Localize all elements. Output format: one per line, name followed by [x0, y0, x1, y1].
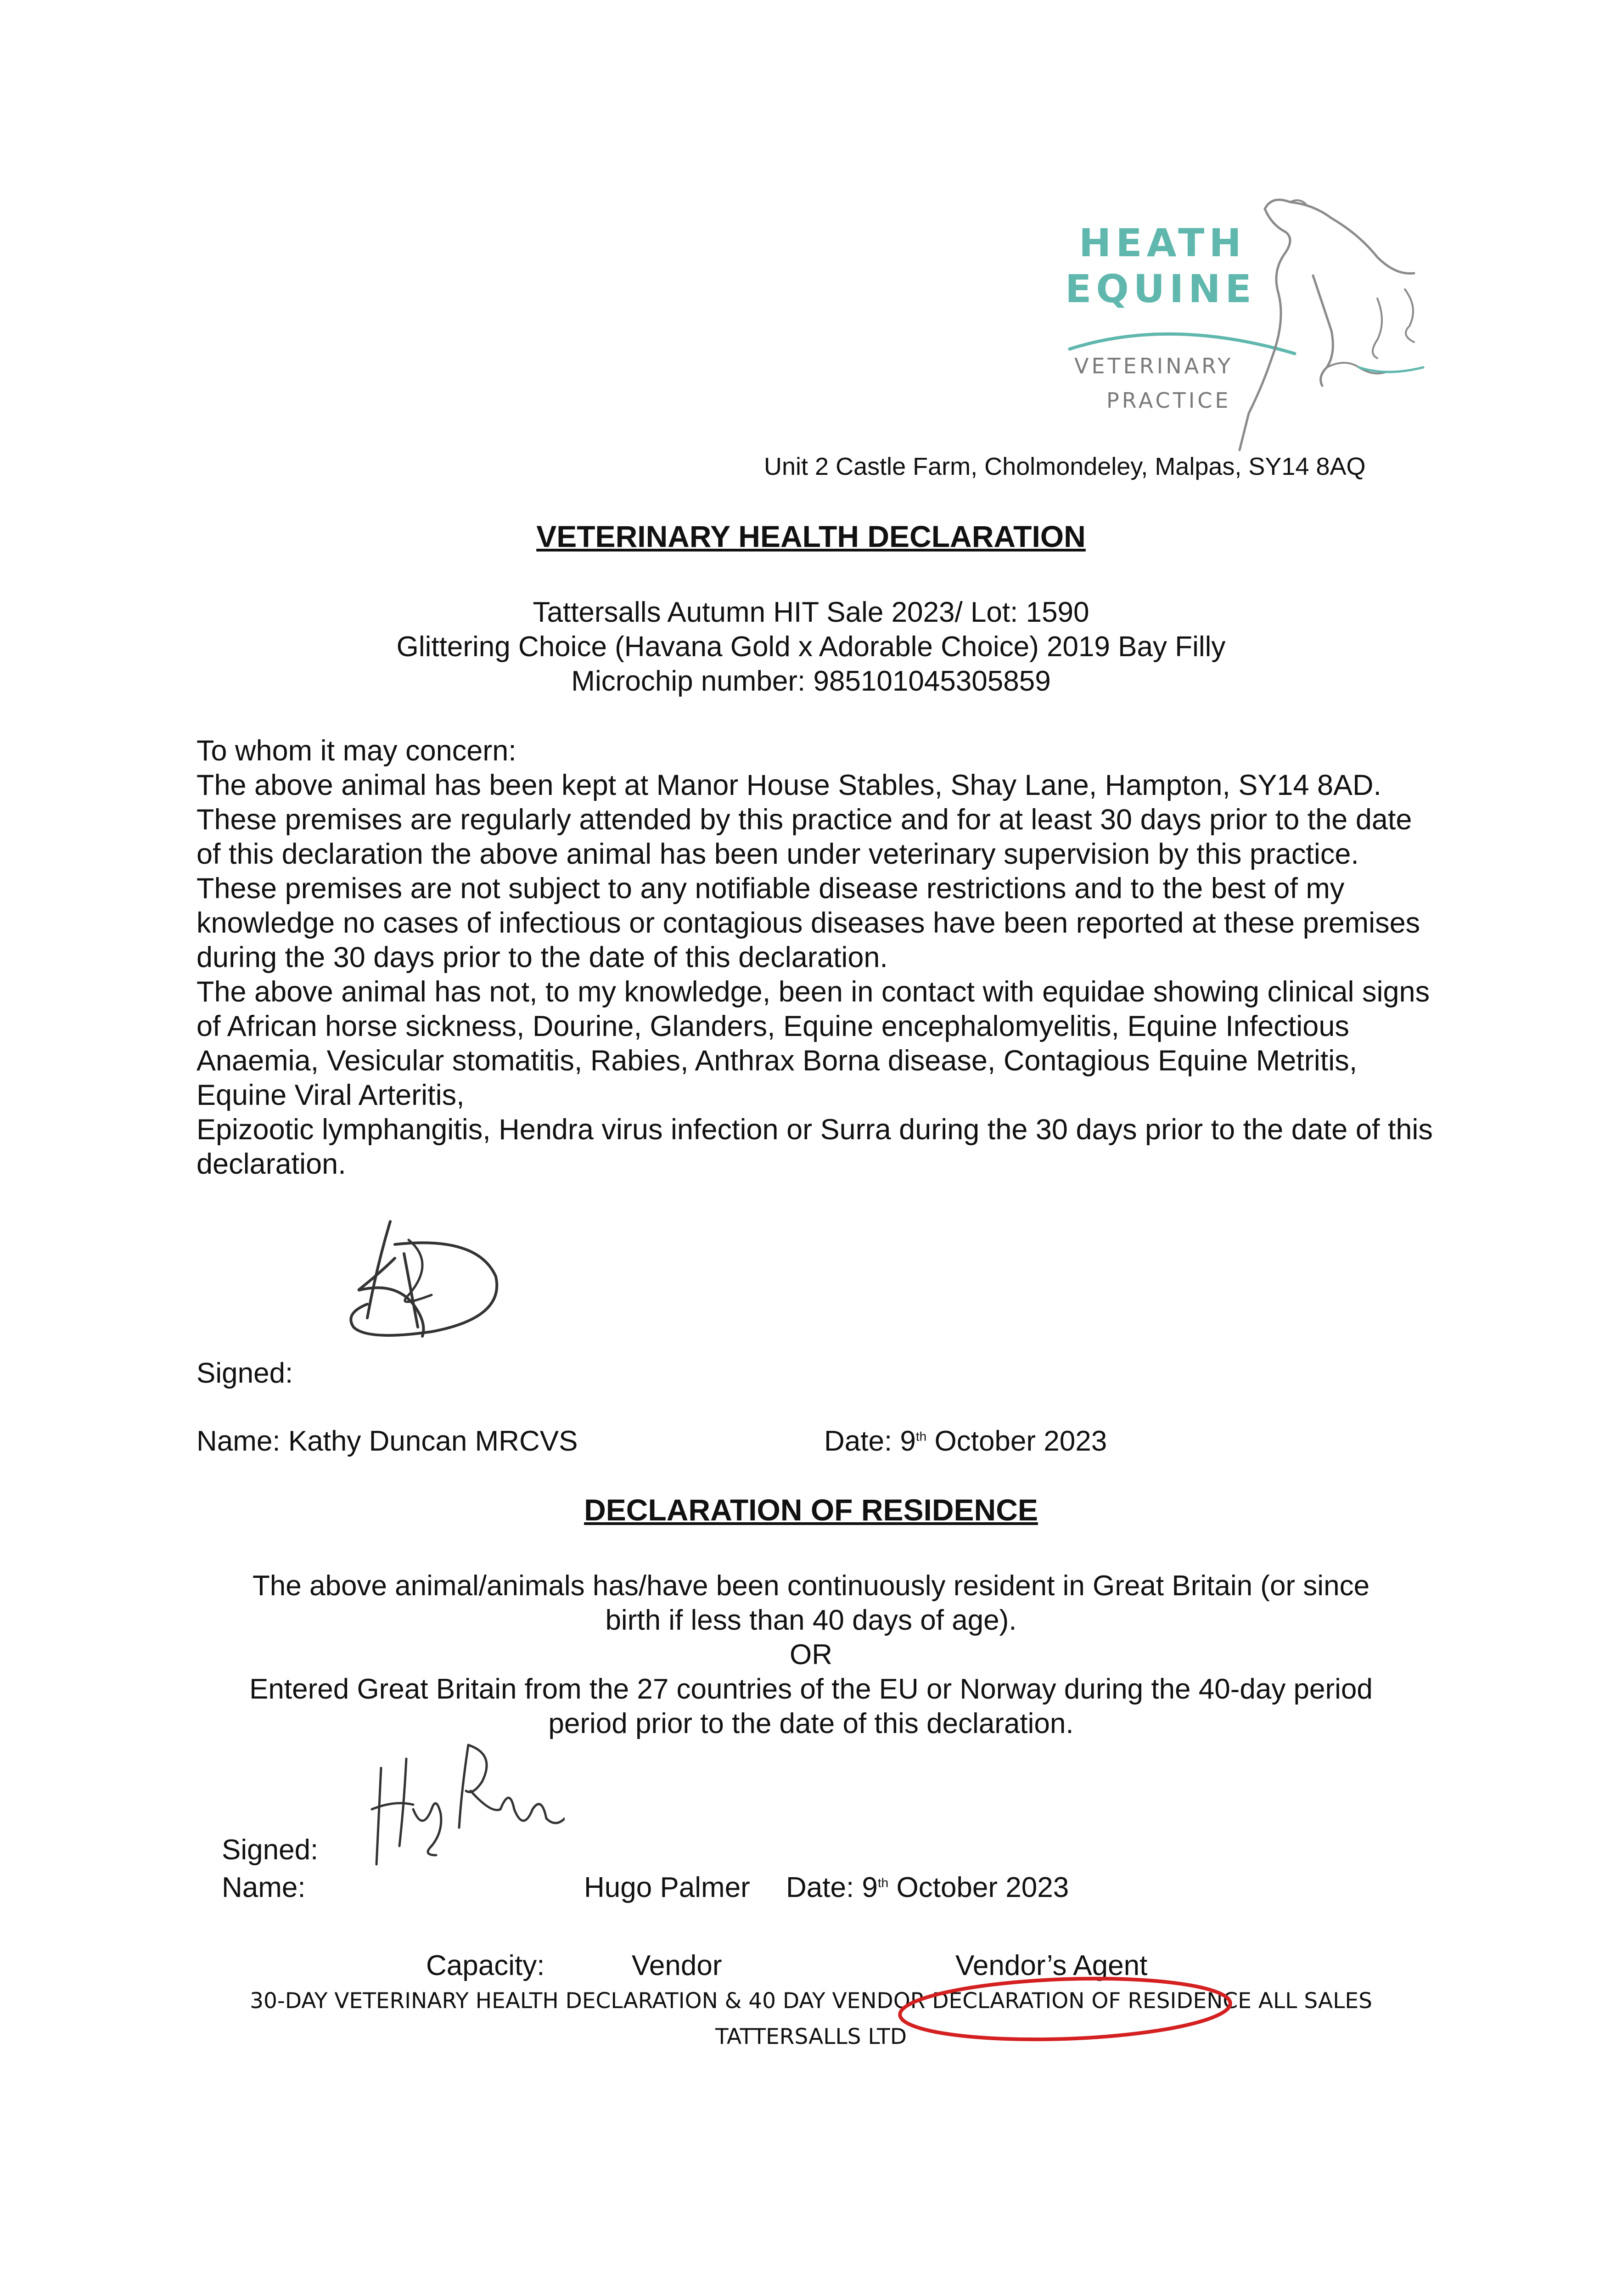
- logo-line-equine: EQUINE: [1065, 266, 1256, 311]
- red-annotation-circle: [891, 1965, 1240, 2048]
- paragraph-restrictions: These premises are not subject to any notifiable disease restrictions and to the best of my knowledge no cases of infectious or contagious diseases have been reported at these premises during the 30 days prior to the date of this declaration.: [196, 872, 1420, 974]
- vet-signature-image: [340, 1212, 514, 1350]
- vendor-date-prefix: Date: 9: [786, 1872, 878, 1903]
- vet-date-prefix: Date: 9: [824, 1425, 916, 1457]
- vendor-name-value: Hugo Palmer: [584, 1872, 750, 1903]
- residence-or: OR: [790, 1639, 832, 1671]
- logo-line-veterinary: VETERINARY: [1074, 354, 1234, 378]
- capacity-vendor: Vendor: [632, 1950, 722, 1981]
- health-declaration-title: VETERINARY HEALTH DECLARATION: [536, 519, 1086, 553]
- capacity-vendors-agent: Vendor’s Agent: [955, 1950, 1148, 1981]
- practice-address: Unit 2 Castle Farm, Cholmondeley, Malpas, SY14 8AQ: [764, 453, 1366, 480]
- vendor-signature-image: [363, 1740, 565, 1874]
- salutation: To whom it may concern:: [196, 735, 516, 767]
- sale-lot-line: Tattersalls Autumn HIT Sale 2023/ Lot: 1590: [533, 597, 1089, 628]
- vet-date-rest: October 2023: [926, 1425, 1107, 1457]
- vendor-date: [786, 1871, 1069, 1904]
- practice-logo: [1056, 184, 1432, 459]
- capacity-label: Capacity:: [426, 1950, 545, 1981]
- residence-line-2: birth if less than 40 days of age).: [605, 1604, 1017, 1636]
- footer-line-1: 30-DAY VETERINARY HEALTH DECLARATION & 40 DAY VENDOR DECLARATION OF RESIDENCE ALL SALES: [250, 1988, 1372, 2014]
- horse-details-line: Glittering Choice (Havana Gold x Adorable Choice) 2019 Bay Filly: [396, 631, 1226, 663]
- vet-date: [824, 1425, 1107, 1458]
- vet-date-suffix-sup: th: [915, 1429, 927, 1444]
- logo-line-heath: HEATH: [1079, 220, 1246, 265]
- residence-line-4: period prior to the date of this declaration.: [548, 1708, 1074, 1739]
- health-declaration-body: [196, 734, 1436, 1182]
- vendor-date-suffix-sup: th: [877, 1875, 889, 1890]
- paragraph-diseases-continued: Epizootic lymphangitis, Hendra virus infection or Surra during the 30 days prior to the date of this declaration.: [196, 1114, 1433, 1180]
- vendor-name-label: Name:: [222, 1872, 306, 1903]
- logo-line-practice: PRACTICE: [1106, 388, 1231, 413]
- paragraph-premises: The above animal has been kept at Manor House Stables, Shay Lane, Hampton, SY14 8AD. These premises are regularly attended by this practice and for at least 30 days prior to the date of this declaration the above animal has been under veterinary supervision by this practice.: [196, 769, 1412, 870]
- vet-name: Name: Kathy Duncan MRCVS: [196, 1425, 578, 1457]
- vet-signed-label: Signed:: [196, 1357, 293, 1389]
- horse-outline-icon: [1056, 184, 1432, 459]
- vendor-date-rest: October 2023: [888, 1872, 1069, 1903]
- residence-line-3: Entered Great Britain from the 27 countries of the EU or Norway during the 40-day period: [249, 1673, 1373, 1705]
- microchip-line: Microchip number: 985101045305859: [571, 665, 1051, 697]
- paragraph-diseases: The above animal has not, to my knowledge, been in contact with equidae showing clinical signs of African horse sickness, Dourine, Glanders, Equine encephalomyelitis, Equine Infectious Anaemia, Vesicular stomatitis, Rabies, Anthrax Borna disease, Contagious Equine Metritis, Equine Viral Arteritis,: [196, 976, 1430, 1111]
- residence-declaration-title: DECLARATION OF RESIDENCE: [584, 1493, 1038, 1527]
- footer-line-2: TATTERSALLS LTD: [715, 2024, 907, 2049]
- residence-line-1: The above animal/animals has/have been continuously resident in Great Britain (or since: [252, 1570, 1370, 1602]
- vendor-signed-label: Signed:: [222, 1834, 319, 1866]
